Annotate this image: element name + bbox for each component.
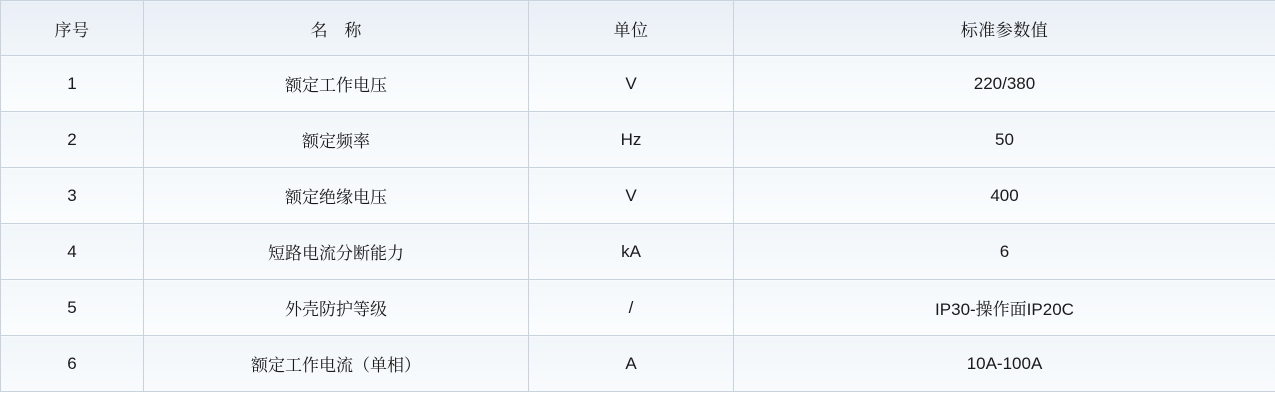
table-row: [1, 224, 1275, 280]
table-header: [1, 1, 1275, 56]
cell-name: 额定工作电压: [144, 56, 529, 112]
table-body: [1, 56, 1275, 392]
column-header-standard-value: 标准参数值: [734, 1, 1275, 56]
table-row: [1, 280, 1275, 336]
cell-index: 1: [1, 56, 144, 112]
cell-name: 短路电流分断能力: [144, 224, 529, 280]
cell-unit: V: [529, 168, 734, 224]
cell-name: 额定工作电流（单相）: [144, 336, 529, 392]
table-header-row: [1, 1, 1275, 56]
cell-value: 6: [734, 224, 1275, 280]
cell-value: 10A-100A: [734, 336, 1275, 392]
table-row: [1, 168, 1275, 224]
table-row: [1, 336, 1275, 392]
cell-unit: A: [529, 336, 734, 392]
cell-name: 额定绝缘电压: [144, 168, 529, 224]
cell-index: 3: [1, 168, 144, 224]
cell-unit: V: [529, 56, 734, 112]
cell-value: 50: [734, 112, 1275, 168]
column-header-unit: 单位: [529, 1, 734, 56]
cell-value: IP30-操作面IP20C: [734, 280, 1275, 336]
cell-value: 220/380: [734, 56, 1275, 112]
cell-index: 2: [1, 112, 144, 168]
table-row: [1, 112, 1275, 168]
column-header-name: 名 称: [144, 1, 529, 56]
cell-unit: Hz: [529, 112, 734, 168]
cell-unit: /: [529, 280, 734, 336]
column-header-index: 序号: [1, 1, 144, 56]
cell-name: 外壳防护等级: [144, 280, 529, 336]
cell-index: 5: [1, 280, 144, 336]
table-row: [1, 56, 1275, 112]
cell-index: 6: [1, 336, 144, 392]
cell-index: 4: [1, 224, 144, 280]
cell-value: 400: [734, 168, 1275, 224]
cell-unit: kA: [529, 224, 734, 280]
cell-name: 额定频率: [144, 112, 529, 168]
